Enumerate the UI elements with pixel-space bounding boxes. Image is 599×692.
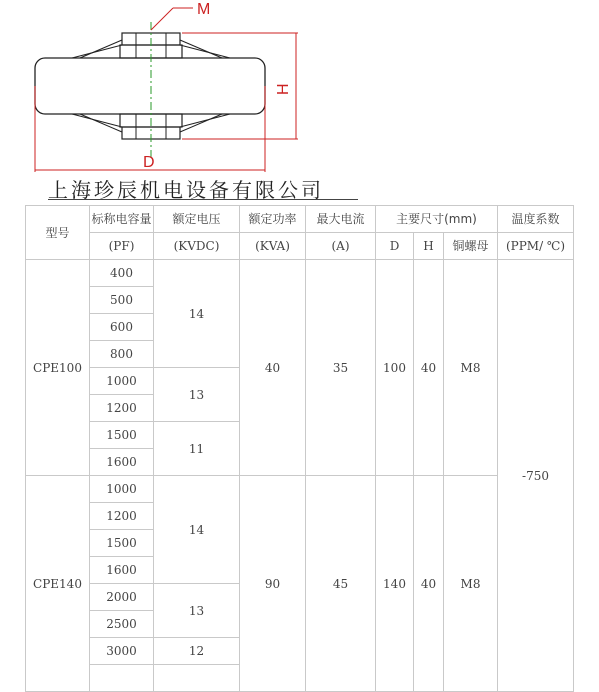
- capacitance-cell: [90, 665, 154, 692]
- unit-voltage: (KVDC): [154, 233, 240, 260]
- voltage-cell: [154, 665, 240, 692]
- voltage-cell: 12: [154, 638, 240, 665]
- nut-cell: M8: [444, 260, 498, 476]
- power-cell: 40: [240, 260, 306, 476]
- power-cell: 90: [240, 476, 306, 692]
- capacitance-cell: 1500: [90, 530, 154, 557]
- unit-current: (A): [306, 233, 376, 260]
- table-row: [26, 476, 574, 503]
- dim-d-cell: 100: [376, 260, 414, 476]
- voltage-cell: 14: [154, 260, 240, 368]
- header-row-2: [26, 233, 574, 260]
- voltage-cell: 14: [154, 476, 240, 584]
- header-voltage: 额定电压: [154, 206, 240, 233]
- header-power: 额定功率: [240, 206, 306, 233]
- header-dimensions: 主要尺寸(mm): [376, 206, 498, 233]
- label-m: M: [197, 1, 211, 18]
- capacitance-cell: 1000: [90, 476, 154, 503]
- current-cell: 45: [306, 476, 376, 692]
- header-row-1: [26, 206, 574, 233]
- capacitor-drawing: [0, 0, 360, 200]
- capacitance-cell: 1600: [90, 449, 154, 476]
- voltage-cell: 11: [154, 422, 240, 476]
- dim-nut-header: 铜螺母: [444, 233, 498, 260]
- capacitance-cell: 1200: [90, 503, 154, 530]
- dim-h-cell: 40: [414, 260, 444, 476]
- spec-table: [25, 205, 574, 692]
- capacitance-cell: 1000: [90, 368, 154, 395]
- m-leader-line: [151, 8, 173, 30]
- company-name-underline: [48, 199, 358, 200]
- nut-cell: M8: [444, 476, 498, 692]
- voltage-cell: 13: [154, 368, 240, 422]
- capacitance-cell: 1200: [90, 395, 154, 422]
- capacitance-cell: 1600: [90, 557, 154, 584]
- dim-h-cell: 40: [414, 476, 444, 692]
- dim-h-header: H: [414, 233, 444, 260]
- label-h: H: [275, 83, 292, 95]
- capacitance-cell: 500: [90, 287, 154, 314]
- capacitance-cell: 3000: [90, 638, 154, 665]
- capacitance-cell: 400: [90, 260, 154, 287]
- capacitance-cell: 800: [90, 341, 154, 368]
- temp-coeff-cell: -750: [498, 260, 574, 692]
- label-d: D: [143, 154, 155, 171]
- capacitor-body: [35, 58, 265, 114]
- header-model: 型号: [26, 206, 90, 260]
- voltage-cell: 13: [154, 584, 240, 638]
- unit-temp: (PPM/ ℃): [498, 233, 574, 260]
- model-cell: CPE140: [26, 476, 90, 692]
- header-temp-coeff: 温度系数: [498, 206, 574, 233]
- capacitance-cell: 2500: [90, 611, 154, 638]
- header-current: 最大电流: [306, 206, 376, 233]
- current-cell: 35: [306, 260, 376, 476]
- company-name: 上海珍辰机电设备有限公司: [48, 178, 324, 202]
- model-cell: CPE100: [26, 260, 90, 476]
- capacitance-cell: 600: [90, 314, 154, 341]
- capacitance-cell: 2000: [90, 584, 154, 611]
- unit-power: (KVA): [240, 233, 306, 260]
- capacitance-cell: 1500: [90, 422, 154, 449]
- table-row: [26, 260, 574, 287]
- unit-capacitance: (PF): [90, 233, 154, 260]
- dim-d-header: D: [376, 233, 414, 260]
- dim-d-cell: 140: [376, 476, 414, 692]
- header-capacitance: 标称电容量: [90, 206, 154, 233]
